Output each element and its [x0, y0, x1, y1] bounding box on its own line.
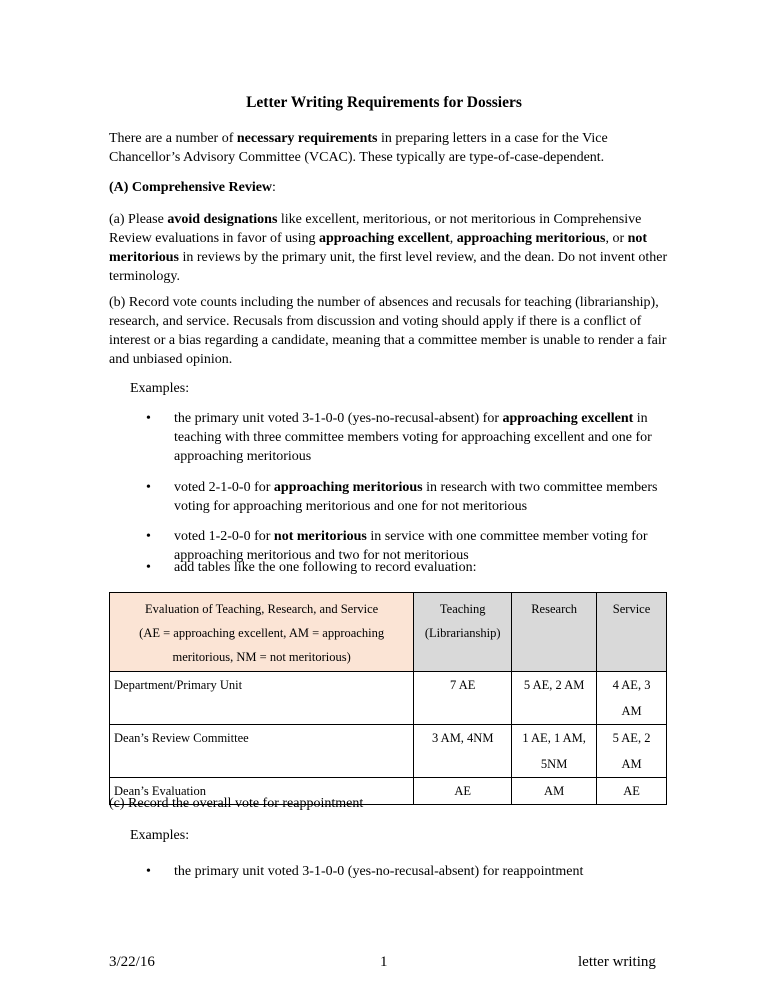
table-header-research: Research [512, 593, 597, 672]
intro-paragraph: There are a number of necessary requirements in preparing letters in a case for the Vice Chancellor’s Advisory Committee (VCAC). These typically are type-of-case-dependent. [109, 131, 608, 165]
bullet-icon: • [146, 411, 151, 426]
examples-label-2: Examples: [130, 828, 190, 843]
list-item: • the primary unit voted 3-1-0-0 (yes-no-recusal-absent) for approaching excellent in teaching with three committee members voting for approaching excellent and one for approaching meritorious [146, 411, 652, 464]
cell-teaching: AE [414, 778, 512, 805]
bullet-icon: • [146, 529, 151, 544]
paragraph-b: (b) Record vote counts including the number of absences and recusals for teaching (librarianship), research, and service. Recusals from discussion and voting should apply if there is a conflict of interest or a bias regarding a candidate, meaning that a committee member is unable to render a fair and unbiased opinion. [109, 295, 667, 367]
row-label: Dean’s Evaluation [110, 778, 414, 805]
cell-research: 1 AE, 1 AM, 5NM [512, 725, 597, 778]
list-item: • add tables like the one following to record evaluation: [146, 560, 477, 575]
footer-label: letter writing [578, 954, 656, 970]
table-row [110, 725, 667, 778]
document-title: Letter Writing Requirements for Dossiers [246, 94, 522, 111]
table-header-teaching: Teaching (Librarianship) [414, 593, 512, 672]
table-row [110, 672, 667, 725]
cell-teaching: 7 AE [414, 672, 512, 725]
footer-date: 3/22/16 [109, 954, 155, 970]
footer-page-number: 1 [380, 954, 388, 970]
table-header-row [110, 593, 667, 672]
list-item: • voted 2-1-0-0 for approaching meritorious in research with two committee members voting for approaching meritorious and one for not meritorious [146, 480, 658, 514]
table-header-evaluation: Evaluation of Teaching, Research, and Service (AE = approaching excellent, AM = approaching meritorious, NM = not meritorious) [110, 593, 414, 672]
cell-research: 5 AE, 2 AM [512, 672, 597, 725]
cell-service: AE [597, 778, 667, 805]
cell-service: 4 AE, 3 AM [597, 672, 667, 725]
table-header-service: Service [597, 593, 667, 672]
evaluation-table [109, 592, 667, 805]
bullet-icon: • [146, 560, 151, 575]
bullet-icon: • [146, 480, 151, 495]
row-label: Department/Primary Unit [110, 672, 414, 725]
cell-service: 5 AE, 2 AM [597, 725, 667, 778]
row-label: Dean’s Review Committee [110, 725, 414, 778]
paragraph-a: (a) Please avoid designations like excellent, meritorious, or not meritorious in Comprehensive Review evaluations in favor of using approaching excellent, approaching meritorious, or not meritorious in reviews by the primary unit, the first level review, and the dean. Do not invent other terminology. [109, 212, 668, 284]
cell-teaching: 3 AM, 4NM [414, 725, 512, 778]
cell-research: AM [512, 778, 597, 805]
bullet-icon: • [146, 864, 151, 879]
section-a-heading: (A) Comprehensive Review: [109, 180, 276, 195]
list-item: • voted 1-2-0-0 for not meritorious in service with one committee member voting for approaching meritorious and two for not meritorious [146, 529, 648, 563]
list-item: • the primary unit voted 3-1-0-0 (yes-no-recusal-absent) for reappointment [146, 864, 584, 879]
paragraph-c: (c) Record the overall vote for reappointment [109, 796, 364, 811]
emphasis-necessary-requirements: necessary requirements [236, 131, 378, 146]
examples-label: Examples: [130, 381, 190, 396]
